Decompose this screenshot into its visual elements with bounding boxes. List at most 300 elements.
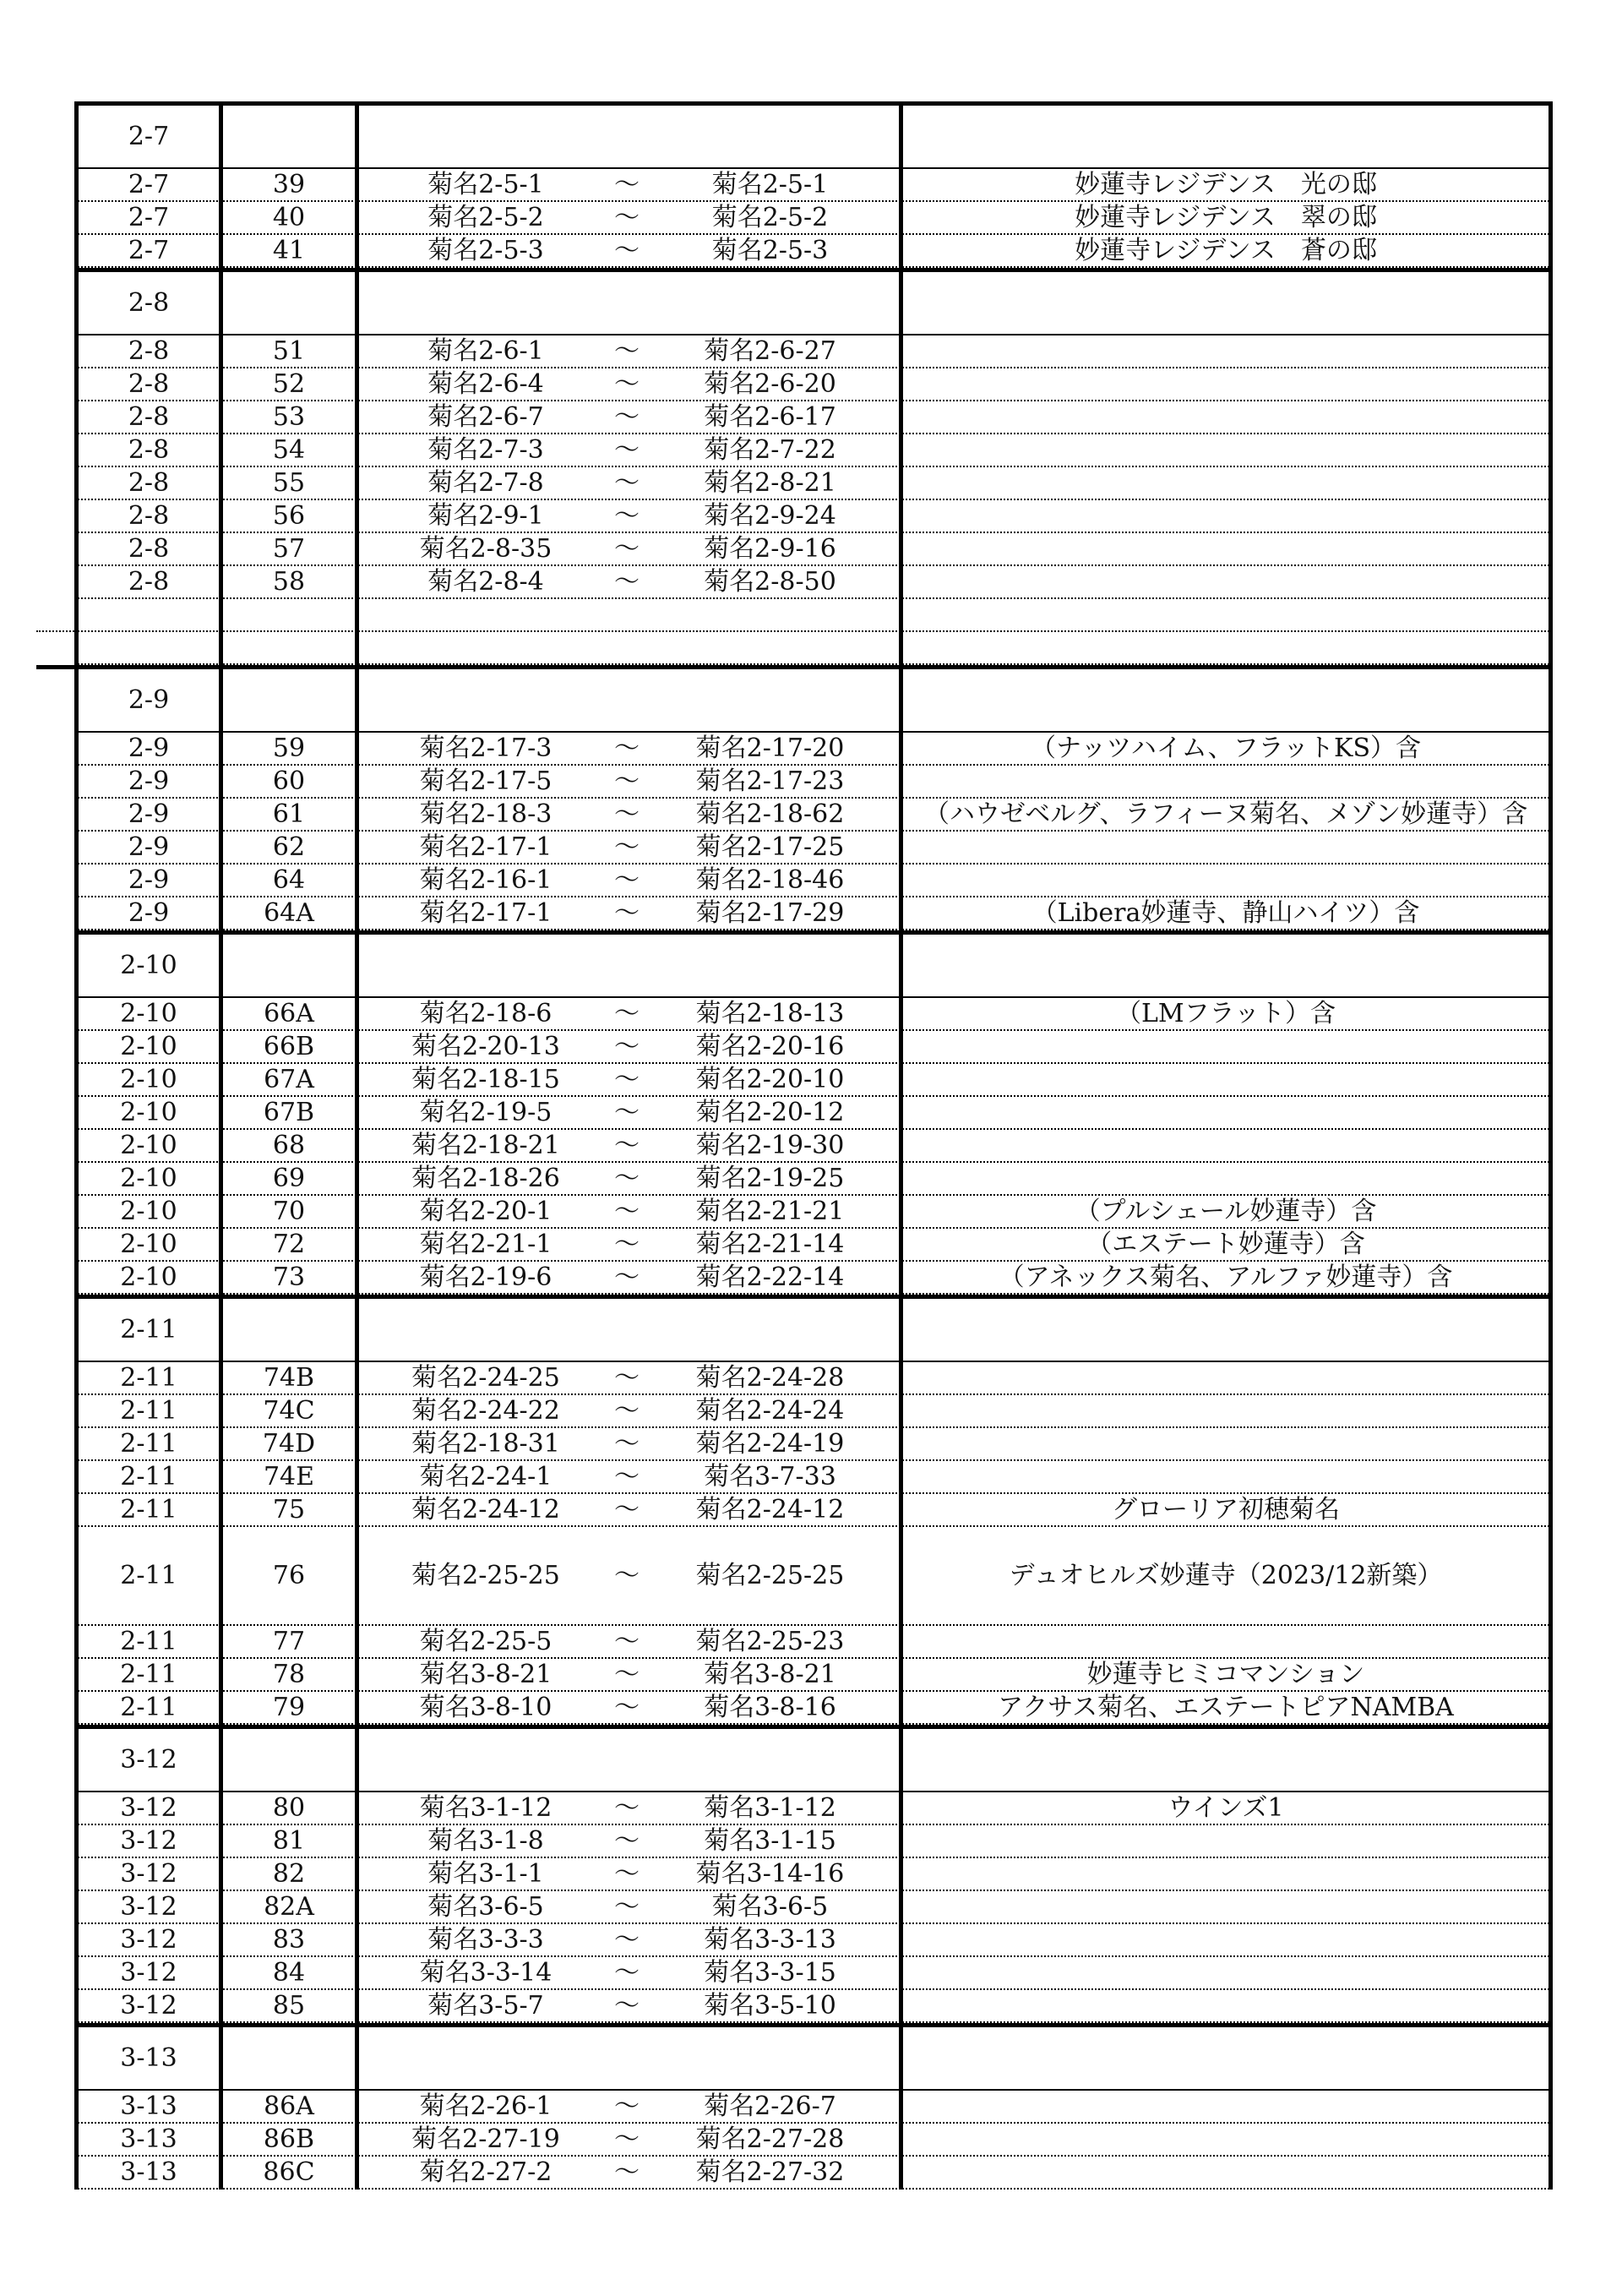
area-group — [74, 930, 1553, 1295]
group-header — [74, 106, 1553, 169]
range-separator: 〜 — [614, 369, 640, 399]
range-start-cell: 菊名2-5-3 — [427, 236, 544, 265]
note-cell — [903, 1990, 1549, 2021]
number-cell: 54 — [272, 435, 306, 465]
note-cell — [903, 1461, 1549, 1492]
table-row — [74, 434, 1553, 467]
range-separator: 〜 — [614, 567, 640, 597]
note-cell — [903, 1362, 1549, 1393]
column-divider-number — [355, 101, 359, 2190]
range-end-cell: 菊名2-24-28 — [695, 1363, 845, 1393]
note-cell — [903, 533, 1549, 564]
range-start-cell: 菊名2-5-2 — [427, 203, 544, 232]
range-start-cell: 菊名3-1-12 — [419, 1793, 552, 1823]
table-row — [74, 2091, 1553, 2124]
range-separator: 〜 — [614, 1826, 640, 1856]
range-end-cell: 菊名2-20-12 — [695, 1098, 845, 1127]
table-row — [74, 1792, 1553, 1825]
range-start-cell: 菊名2-7-3 — [427, 435, 544, 465]
range-separator: 〜 — [614, 402, 640, 432]
range-end-cell: 菊名2-5-3 — [711, 236, 829, 265]
range-start-cell: 菊名2-8-35 — [419, 534, 552, 564]
range-separator: 〜 — [614, 2091, 640, 2121]
range-start-cell: 菊名2-18-15 — [411, 1065, 560, 1094]
table-row — [74, 1924, 1553, 1957]
note-cell — [903, 1428, 1549, 1459]
range-end-cell: 菊名2-7-22 — [704, 435, 836, 465]
number-cell: 61 — [272, 799, 306, 829]
table-row — [74, 1130, 1553, 1163]
note-cell — [903, 467, 1549, 499]
area-cell: 3-12 — [120, 1925, 177, 1955]
table-left-border — [74, 101, 79, 2190]
range-end-cell: 菊名3-14-16 — [695, 1859, 845, 1889]
table-row — [74, 1825, 1553, 1858]
number-cell: 82A — [264, 1892, 314, 1922]
range-separator: 〜 — [614, 435, 640, 465]
range-separator: 〜 — [614, 832, 640, 862]
range-end-cell: 菊名2-17-25 — [695, 832, 845, 862]
range-end-cell: 菊名2-6-17 — [704, 402, 836, 432]
range-end-cell: 菊名2-6-20 — [704, 369, 836, 399]
range-end-cell: 菊名2-24-19 — [695, 1429, 845, 1459]
note-cell — [903, 335, 1549, 367]
area-cell: 2-10 — [120, 1263, 177, 1292]
table-row — [74, 335, 1553, 368]
note-cell — [903, 1064, 1549, 1095]
range-start-cell: 菊名2-24-25 — [411, 1363, 560, 1393]
range-start-cell: 菊名2-20-13 — [411, 1032, 560, 1061]
number-cell: 82 — [272, 1859, 306, 1889]
area-cell: 2-10 — [120, 1197, 177, 1226]
area-cell: 2-11 — [120, 1462, 177, 1492]
range-separator: 〜 — [614, 1561, 640, 1590]
table-body — [74, 101, 1553, 2190]
table-row — [74, 998, 1553, 1031]
number-cell: 67A — [264, 1065, 314, 1094]
table-row — [74, 1031, 1553, 1064]
range-start-cell: 菊名2-19-5 — [419, 1098, 552, 1127]
range-end-cell: 菊名3-6-5 — [711, 1892, 829, 1922]
note-cell — [903, 2124, 1549, 2155]
note-cell: アクサス菊名、エステートピアNAMBA — [998, 1693, 1454, 1722]
note-cell — [903, 1163, 1549, 1194]
table-row — [74, 733, 1553, 766]
note-cell: （LMフラット）含 — [1115, 999, 1336, 1028]
area-cell: 2-8 — [128, 402, 170, 432]
group-header-area: 2-9 — [128, 685, 170, 715]
note-cell: （アネックス菊名、アルファ妙蓮寺）含 — [999, 1263, 1453, 1292]
number-cell: 76 — [272, 1561, 306, 1590]
range-end-cell: 菊名2-8-50 — [704, 567, 836, 597]
area-cell: 2-7 — [128, 203, 170, 232]
range-separator: 〜 — [614, 799, 640, 829]
group-header-area: 3-12 — [120, 1745, 177, 1775]
range-separator: 〜 — [614, 468, 640, 498]
range-start-cell: 菊名2-5-1 — [427, 170, 544, 199]
note-cell: （エステート妙蓮寺）含 — [1086, 1230, 1365, 1259]
range-separator: 〜 — [614, 766, 640, 796]
note-cell — [903, 2157, 1549, 2188]
range-end-cell: 菊名2-17-23 — [695, 766, 845, 796]
area-cell: 2-7 — [128, 236, 170, 265]
number-cell: 79 — [272, 1693, 306, 1722]
number-cell: 74E — [263, 1462, 315, 1492]
range-end-cell: 菊名3-8-21 — [704, 1660, 836, 1689]
area-group — [74, 665, 1553, 930]
column-divider-area — [219, 101, 223, 2190]
range-end-cell: 菊名2-21-21 — [695, 1197, 845, 1226]
note-cell — [903, 2091, 1549, 2122]
number-cell: 60 — [272, 766, 306, 796]
range-start-cell: 菊名3-1-8 — [427, 1826, 544, 1856]
range-end-cell: 菊名2-25-25 — [695, 1561, 845, 1590]
area-cell: 2-8 — [128, 468, 170, 498]
range-end-cell: 菊名2-6-27 — [704, 336, 836, 366]
range-separator: 〜 — [614, 1429, 640, 1459]
table-row — [74, 169, 1553, 202]
number-cell: 73 — [272, 1263, 306, 1292]
table-row — [74, 1097, 1553, 1130]
range-separator: 〜 — [614, 1230, 640, 1259]
range-end-cell: 菊名2-5-1 — [711, 170, 829, 199]
note-cell — [903, 1395, 1549, 1426]
range-separator: 〜 — [614, 1396, 640, 1426]
note-cell — [903, 1130, 1549, 1161]
range-start-cell: 菊名2-16-1 — [419, 865, 552, 895]
table-row — [74, 401, 1553, 434]
table-row — [74, 897, 1553, 930]
range-separator: 〜 — [614, 1197, 640, 1226]
group-header — [74, 935, 1553, 998]
range-start-cell: 菊名2-17-5 — [419, 766, 552, 796]
range-end-cell: 菊名2-5-2 — [711, 203, 829, 232]
number-cell: 64 — [272, 865, 306, 895]
number-cell: 78 — [272, 1660, 306, 1689]
range-separator: 〜 — [614, 1627, 640, 1656]
table-row — [74, 1163, 1553, 1196]
table-row — [74, 766, 1553, 799]
range-end-cell: 菊名2-9-16 — [704, 534, 836, 564]
range-separator: 〜 — [614, 2124, 640, 2154]
table-row — [74, 1064, 1553, 1097]
area-cell: 2-8 — [128, 435, 170, 465]
range-end-cell: 菊名2-18-62 — [695, 799, 845, 829]
area-cell: 2-10 — [120, 1098, 177, 1127]
area-group — [74, 268, 1553, 665]
note-cell: グローリア初穂菊名 — [1112, 1495, 1340, 1524]
note-cell — [903, 368, 1549, 400]
table-row — [74, 1692, 1553, 1725]
table-row — [74, 467, 1553, 500]
note-cell: 妙蓮寺レジデンス 光の邸 — [1075, 170, 1377, 199]
range-start-cell: 菊名2-21-1 — [419, 1230, 552, 1259]
note-cell — [903, 864, 1549, 896]
number-cell: 66A — [264, 999, 314, 1028]
range-start-cell: 菊名2-25-5 — [419, 1627, 552, 1656]
range-separator: 〜 — [614, 1065, 640, 1094]
table-row — [74, 1362, 1553, 1395]
range-separator: 〜 — [614, 1032, 640, 1061]
area-cell: 2-10 — [120, 1131, 177, 1160]
note-cell — [903, 1031, 1549, 1062]
table-row — [74, 1858, 1553, 1891]
number-cell: 68 — [272, 1131, 306, 1160]
note-cell: 妙蓮寺レジデンス 蒼の邸 — [1075, 236, 1377, 265]
area-cell: 2-11 — [120, 1495, 177, 1524]
number-cell: 56 — [272, 501, 306, 531]
note-cell — [903, 500, 1549, 532]
range-separator: 〜 — [614, 1131, 640, 1160]
range-start-cell: 菊名2-17-1 — [419, 832, 552, 862]
range-separator: 〜 — [614, 1098, 640, 1127]
group-header — [74, 2027, 1553, 2091]
area-cell: 2-7 — [128, 170, 170, 199]
range-end-cell: 菊名2-27-32 — [695, 2157, 845, 2187]
range-end-cell: 菊名2-24-12 — [695, 1495, 845, 1524]
table-row — [74, 368, 1553, 401]
area-cell: 3-12 — [120, 1826, 177, 1856]
table-row — [74, 799, 1553, 832]
range-start-cell: 菊名2-19-6 — [419, 1263, 552, 1292]
range-separator: 〜 — [614, 1363, 640, 1393]
range-start-cell: 菊名2-24-1 — [419, 1462, 552, 1492]
range-separator: 〜 — [614, 1793, 640, 1823]
number-cell: 53 — [272, 402, 306, 432]
range-separator: 〜 — [614, 1925, 640, 1955]
table-row — [74, 864, 1553, 897]
range-end-cell: 菊名2-17-20 — [695, 734, 845, 763]
range-start-cell: 菊名2-7-8 — [427, 468, 544, 498]
range-end-cell: 菊名2-22-14 — [695, 1263, 845, 1292]
table-row — [74, 2124, 1553, 2157]
range-start-cell: 菊名2-6-1 — [427, 336, 544, 366]
area-cell: 3-12 — [120, 1859, 177, 1889]
number-cell: 39 — [272, 170, 306, 199]
range-start-cell: 菊名3-6-5 — [427, 1892, 544, 1922]
range-separator: 〜 — [614, 534, 640, 564]
range-end-cell: 菊名2-8-21 — [704, 468, 836, 498]
note-cell — [903, 401, 1549, 433]
range-separator: 〜 — [614, 1660, 640, 1689]
range-separator: 〜 — [614, 2157, 640, 2187]
number-cell: 70 — [272, 1197, 306, 1226]
table-row — [74, 832, 1553, 864]
table-row — [74, 235, 1553, 268]
address-table — [74, 101, 1553, 2190]
note-cell: ウインズ1 — [1168, 1793, 1284, 1823]
table-right-border — [1549, 101, 1553, 2190]
range-start-cell: 菊名2-18-3 — [419, 799, 552, 829]
area-cell: 2-11 — [120, 1561, 177, 1590]
area-cell: 3-12 — [120, 1892, 177, 1922]
range-end-cell: 菊名3-1-12 — [704, 1793, 836, 1823]
note-cell: （プルシェール妙蓮寺）含 — [1075, 1197, 1377, 1226]
range-end-cell: 菊名2-9-24 — [704, 501, 836, 531]
range-separator: 〜 — [614, 1991, 640, 2021]
range-end-cell: 菊名2-18-46 — [695, 865, 845, 895]
range-start-cell: 菊名2-25-25 — [411, 1561, 560, 1590]
range-separator: 〜 — [614, 1164, 640, 1193]
range-start-cell: 菊名2-18-31 — [411, 1429, 560, 1459]
range-end-cell: 菊名3-5-10 — [704, 1991, 836, 2021]
number-cell: 55 — [272, 468, 306, 498]
range-start-cell: 菊名2-18-21 — [411, 1131, 560, 1160]
area-group — [74, 101, 1553, 268]
area-cell: 2-11 — [120, 1627, 177, 1656]
table-row — [74, 533, 1553, 566]
note-cell — [903, 832, 1549, 863]
number-cell: 64A — [264, 898, 314, 928]
range-start-cell: 菊名2-17-1 — [419, 898, 552, 928]
area-cell: 2-8 — [128, 567, 170, 597]
area-cell: 2-10 — [120, 1032, 177, 1061]
range-separator: 〜 — [614, 1693, 640, 1722]
range-start-cell: 菊名2-27-2 — [419, 2157, 552, 2187]
number-cell: 59 — [272, 734, 306, 763]
area-cell: 2-8 — [128, 501, 170, 531]
number-cell: 74B — [263, 1363, 315, 1393]
number-cell: 74C — [263, 1396, 315, 1426]
number-cell: 74D — [262, 1429, 316, 1459]
area-group — [74, 1725, 1553, 2023]
note-cell — [903, 1825, 1549, 1857]
range-start-cell: 菊名3-8-10 — [419, 1693, 552, 1722]
number-cell: 58 — [272, 567, 306, 597]
number-cell: 85 — [272, 1991, 306, 2021]
area-cell: 2-10 — [120, 999, 177, 1028]
group-header-area: 2-10 — [120, 951, 177, 980]
range-start-cell: 菊名2-6-4 — [427, 369, 544, 399]
number-cell: 86A — [264, 2091, 314, 2121]
note-cell — [903, 1858, 1549, 1890]
note-cell: 妙蓮寺ヒミコマンション — [1086, 1660, 1365, 1689]
table-row — [74, 1527, 1553, 1626]
area-cell: 2-9 — [128, 832, 170, 862]
range-end-cell: 菊名3-3-15 — [704, 1958, 836, 1988]
area-cell: 2-9 — [128, 898, 170, 928]
area-cell: 2-11 — [120, 1363, 177, 1393]
area-cell: 3-12 — [120, 1958, 177, 1988]
number-cell: 67B — [263, 1098, 315, 1127]
range-separator: 〜 — [614, 203, 640, 232]
number-cell: 66B — [263, 1032, 315, 1061]
area-cell: 3-13 — [120, 2124, 177, 2154]
number-cell: 75 — [272, 1495, 306, 1524]
range-start-cell: 菊名2-18-6 — [419, 999, 552, 1028]
table-row — [74, 1395, 1553, 1428]
range-separator: 〜 — [614, 999, 640, 1028]
area-cell: 2-11 — [120, 1429, 177, 1459]
note-cell: （ナッツハイム、フラットKS）含 — [1030, 734, 1422, 763]
table-row — [74, 1494, 1553, 1527]
range-start-cell: 菊名3-3-14 — [419, 1958, 552, 1988]
range-separator: 〜 — [614, 170, 640, 199]
note-cell — [903, 1957, 1549, 1988]
area-cell: 3-13 — [120, 2157, 177, 2187]
table-row — [74, 1659, 1553, 1692]
range-start-cell: 菊名3-8-21 — [419, 1660, 552, 1689]
area-cell: 2-10 — [120, 1230, 177, 1259]
range-separator: 〜 — [614, 1462, 640, 1492]
note-cell — [903, 566, 1549, 597]
group-header-area: 3-13 — [120, 2043, 177, 2073]
range-separator: 〜 — [614, 236, 640, 265]
group-header — [74, 1729, 1553, 1792]
range-end-cell: 菊名2-19-30 — [695, 1131, 845, 1160]
range-separator: 〜 — [614, 501, 640, 531]
area-cell: 2-9 — [128, 766, 170, 796]
range-separator: 〜 — [614, 1859, 640, 1889]
note-cell — [903, 1626, 1549, 1657]
table-row — [74, 1957, 1553, 1990]
area-cell: 3-12 — [120, 1793, 177, 1823]
number-cell: 62 — [272, 832, 306, 862]
range-end-cell: 菊名2-20-16 — [695, 1032, 845, 1061]
range-end-cell: 菊名2-19-25 — [695, 1164, 845, 1193]
group-header-area: 2-7 — [128, 122, 170, 151]
note-cell: デュオヒルズ妙蓮寺（2023/12新築） — [1009, 1561, 1443, 1590]
range-start-cell: 菊名2-20-1 — [419, 1197, 552, 1226]
area-cell: 2-8 — [128, 369, 170, 399]
number-cell: 86B — [263, 2124, 315, 2154]
range-start-cell: 菊名2-27-19 — [411, 2124, 560, 2154]
number-cell: 69 — [272, 1164, 306, 1193]
range-start-cell: 菊名2-8-4 — [427, 567, 544, 597]
range-start-cell: 菊名3-3-3 — [427, 1925, 544, 1955]
range-start-cell: 菊名2-24-22 — [411, 1396, 560, 1426]
group-header — [74, 1299, 1553, 1362]
range-end-cell: 菊名3-3-13 — [704, 1925, 836, 1955]
table-row — [74, 1262, 1553, 1295]
range-start-cell: 菊名2-9-1 — [427, 501, 544, 531]
group-header — [74, 272, 1553, 335]
number-cell: 81 — [272, 1826, 306, 1856]
note-cell — [903, 1891, 1549, 1922]
range-end-cell: 菊名2-18-13 — [695, 999, 845, 1028]
area-cell: 2-9 — [128, 734, 170, 763]
range-end-cell: 菊名2-26-7 — [704, 2091, 836, 2121]
table-row — [74, 1428, 1553, 1461]
table-row — [74, 1461, 1553, 1494]
column-divider-range — [899, 101, 903, 2190]
range-end-cell: 菊名2-20-10 — [695, 1065, 845, 1094]
number-cell: 52 — [272, 369, 306, 399]
number-cell: 40 — [272, 203, 306, 232]
blank-row — [74, 599, 1553, 632]
note-cell: （ハウゼベルグ、ラフィーヌ菊名、メゾン妙蓮寺）含 — [923, 799, 1528, 829]
note-cell: 妙蓮寺レジデンス 翠の邸 — [1075, 203, 1377, 232]
note-cell: （Libera妙蓮寺、静山ハイツ）含 — [1031, 898, 1420, 928]
range-end-cell: 菊名3-1-15 — [704, 1826, 836, 1856]
range-start-cell: 菊名2-18-26 — [411, 1164, 560, 1193]
table-row — [74, 1990, 1553, 2023]
range-separator: 〜 — [614, 898, 640, 928]
area-cell: 3-13 — [120, 2091, 177, 2121]
range-start-cell: 菊名3-1-1 — [427, 1859, 544, 1889]
number-cell: 86C — [263, 2157, 315, 2187]
table-row — [74, 1196, 1553, 1229]
group-header-area: 2-8 — [128, 288, 170, 318]
number-cell: 41 — [272, 236, 306, 265]
number-cell: 80 — [272, 1793, 306, 1823]
range-end-cell: 菊名3-7-33 — [704, 1462, 836, 1492]
table-row — [74, 1229, 1553, 1262]
number-cell: 77 — [272, 1627, 306, 1656]
range-end-cell: 菊名2-27-28 — [695, 2124, 845, 2154]
range-separator: 〜 — [614, 865, 640, 895]
range-end-cell: 菊名2-24-24 — [695, 1396, 845, 1426]
